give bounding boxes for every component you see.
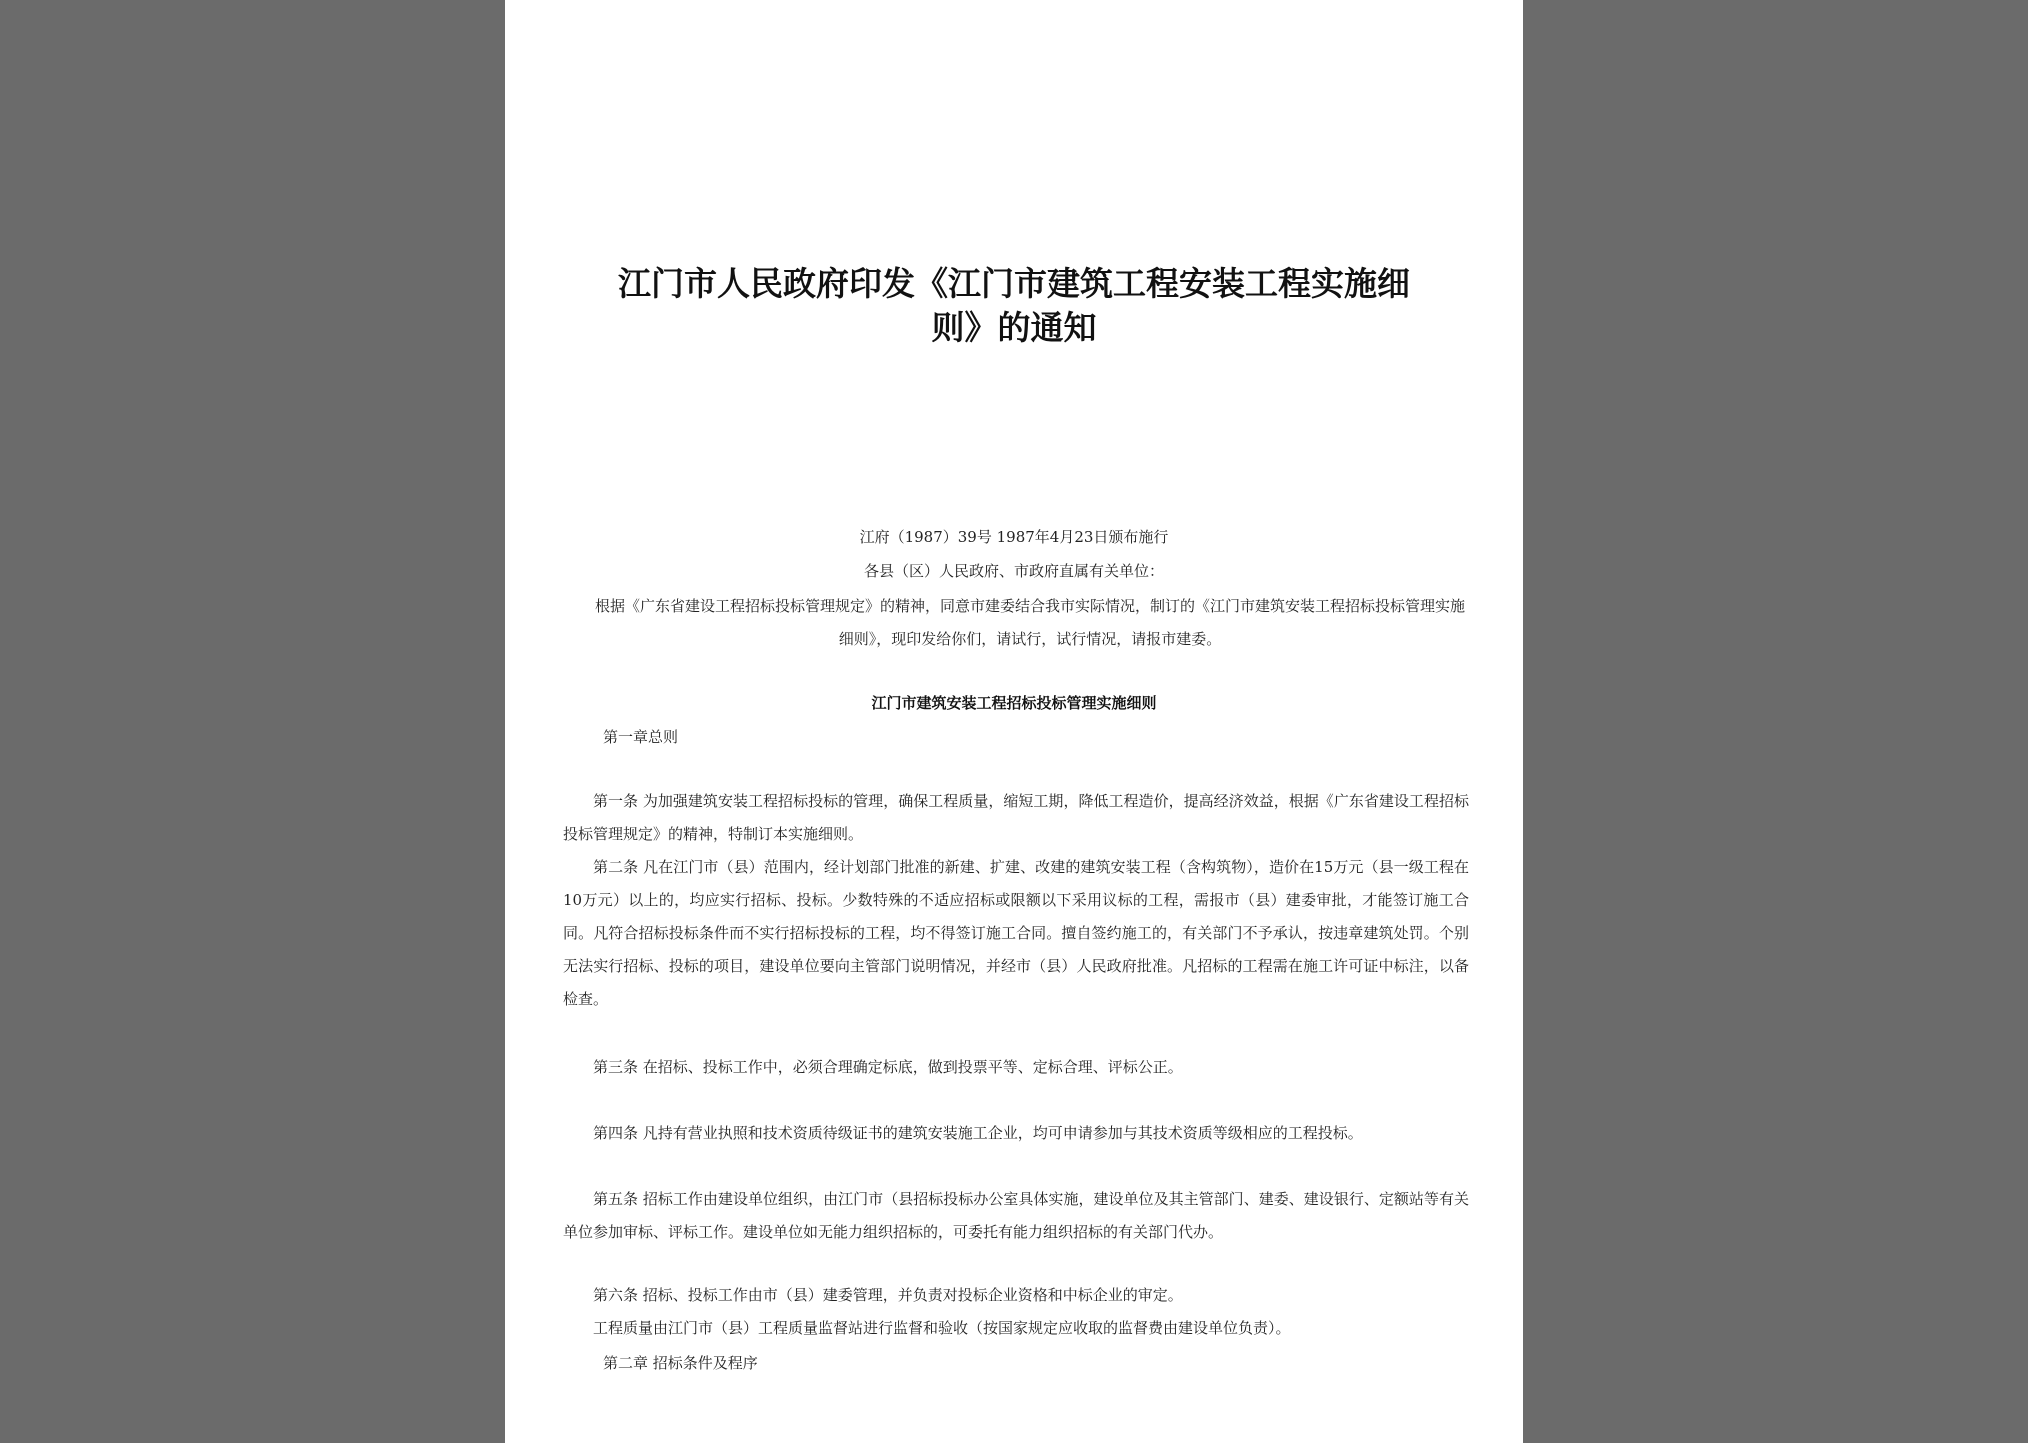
title-line-1: 江门市人民政府印发《江门市建筑工程安装工程实施细 xyxy=(618,264,1410,303)
chapter-1-heading: 第一章总则 xyxy=(603,728,679,746)
article-1: 第一条 为加强建筑安装工程招标投标的管理，确保工程质量，缩短工期，降低工程造价，提高经济效益，根据《广东省建设工程招标投标管理规定》的精神，特制订本实施细则。 xyxy=(563,792,1469,843)
article-6: 第六条 招标、投标工作由市（县）建委管理，并负责对投标企业资格和中标企业的审定。 xyxy=(593,1286,1183,1304)
article-2: 第二条 凡在江门市（县）范围内，经计划部门批准的新建、扩建、改建的建筑安装工程（含构筑物），造价在15万元（县一级工程在10万元）以上的，均应实行招标、投标。少数特殊的不适应招标或限额以下采用议标的工程，需报市（县）建委审批，才能签订施工合同。凡符合招标投标条件而不实行招标投标的工程，均不得签订施工合同。擅自签约施工的，有关部门不予承认，按违章建筑处罚。个别无法实行招标、投标的项目，建设单位要向主管部门说明情况，并经市（县）人民政府批准。凡招标的工程需在施工许可证中标注，以备检查。 xyxy=(563,858,1469,1008)
intro-paragraph: 根据《广东省建设工程招标投标管理规定》的精神，同意市建委结合我市实际情况，制订的《江门市建筑安装工程招标投标管理实施细则》，现印发给你们，请试行，试行情况，请报市建委。 xyxy=(594,597,1465,648)
article-5: 第五条 招标工作由建设单位组织，由江门市（县招标投标办公室具体实施，建设单位及其主管部门、建委、建设银行、定额站等有关单位参加审标、评标工作。建设单位如无能力组织招标的，可委托有能力组织招标的有关部门代办。 xyxy=(563,1190,1469,1241)
chapter-2-heading: 第二章 招标条件及程序 xyxy=(603,1354,758,1372)
title-line-2: 则》的通知 xyxy=(931,308,1097,347)
article-6-continuation: 工程质量由江门市（县）工程质量监督站进行监督和验收（按国家规定应收取的监督费由建设单位负责）。 xyxy=(593,1319,1291,1337)
document-page xyxy=(505,0,1523,1443)
rules-title: 江门市建筑安装工程招标投标管理实施细则 xyxy=(871,694,1157,712)
document-title xyxy=(545,262,1483,350)
issue-line: 江府（1987）39号 1987年4月23日颁布施行 xyxy=(859,528,1169,546)
article-4: 第四条 凡持有营业执照和技术资质待级证书的建筑安装施工企业，均可申请参加与其技术资质等级相应的工程投标。 xyxy=(593,1124,1363,1142)
addressee-line: 各县（区）人民政府、市政府直属有关单位： xyxy=(863,562,1164,580)
article-3: 第三条 在招标、投标工作中，必须合理确定标底，做到投票平等、定标合理、评标公正。 xyxy=(593,1058,1183,1076)
